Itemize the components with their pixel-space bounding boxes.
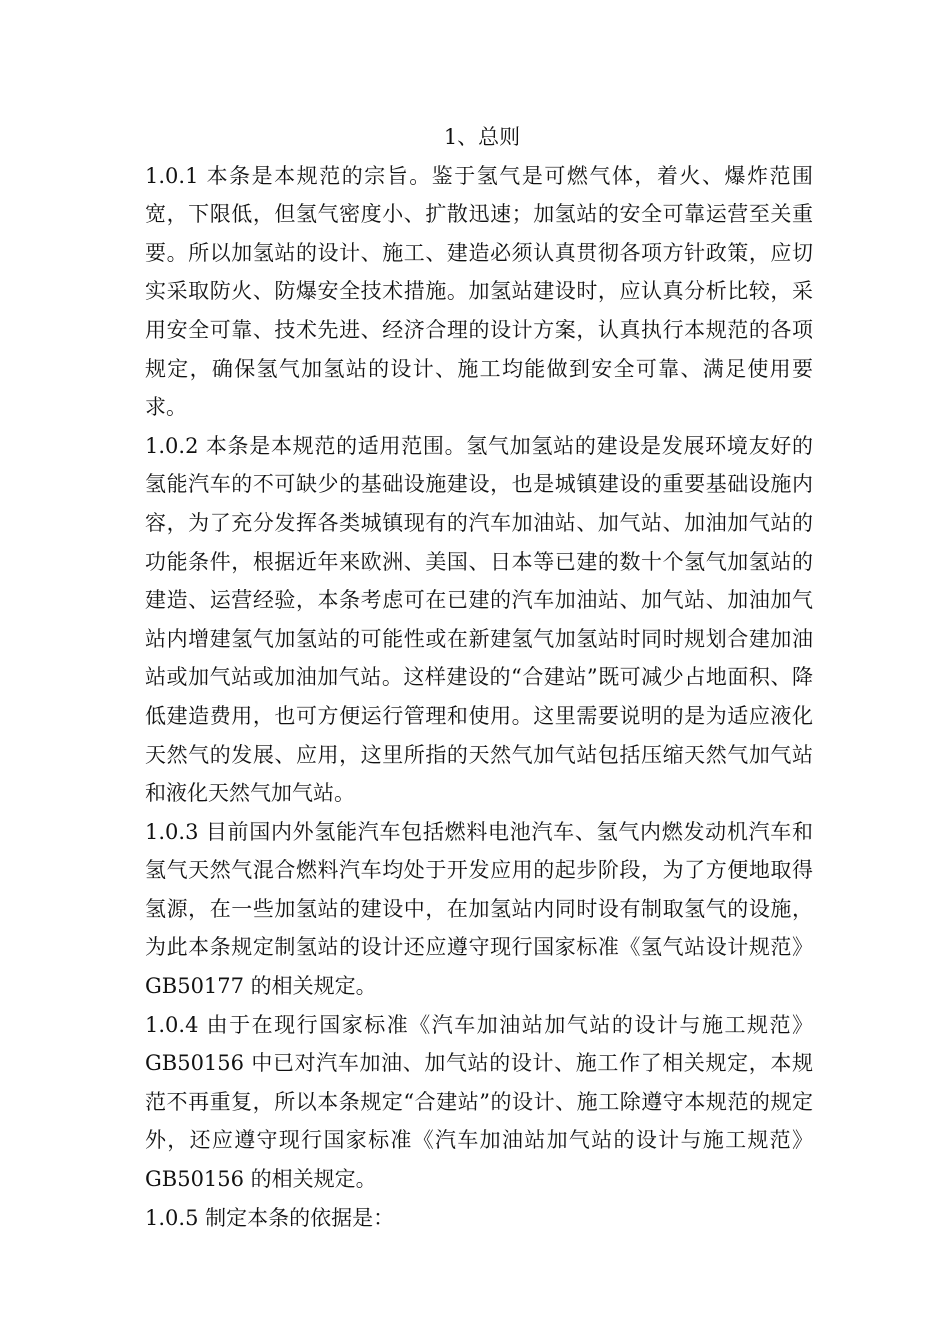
paragraph-1-0-4: 1.0.4 由于在现行国家标准《汽车加油站加气站的设计与施工规范》GB50156 中已对汽车加油、加气站的设计、施工作了相关规定，本规范不再重复，所以本条规定“合建站”的设计、施工除遵守本规范的规定外，还应遵守现行国家标准《汽车加油站加气站的设计与施工规范》GB50156 的相关规定。 [145,1012,813,1192]
paragraph-1-0-2: 1.0.2 本条是本规范的适用范围。氢气加氢站的建设是发展环境友好的氢能汽车的不可缺少的基础设施建设，也是城镇建设的重要基础设施内容，为了充分发挥各类城镇现有的汽车加油站、加气站、加油加气站的功能条件，根据近年来欧洲、美国、日本等已建的数十个氢气加氢站的建造、运营经验，本条考虑可在已建的汽车加油站、加气站、加油加气站内增建氢气加氢站的可能性或在新建氢气加氢站时同时规划合建加油站或加气站或加油加气站。这样建设的“合建站”既可减少占地面积、降低建造费用，也可方便运行管理和使用。这里需要说明的是为适应液化天然气的发展、应用，这里所指的天然气加气站包括压缩天然气加气站和液化天然气加气站。 [145,433,813,806]
section-title: 1、总则 [443,125,521,149]
document-body [145,118,813,1237]
paragraph-1-0-1: 1.0.1 本条是本规范的宗旨。鉴于氢气是可燃气体，着火、爆炸范围宽，下限低，但氢气密度小、扩散迅速；加氢站的安全可靠运营至关重要。所以加氢站的设计、施工、建造必须认真贯彻各项方针政策，应切实采取防火、防爆安全技术措施。加氢站建设时，应认真分析比较，采用安全可靠、技术先进、经济合理的设计方案，认真执行本规范的各项规定，确保氢气加氢站的设计、施工均能做到安全可靠、满足使用要求。 [145,163,813,420]
paragraph-1-0-3: 1.0.3 目前国内外氢能汽车包括燃料电池汽车、氢气内燃发动机汽车和氢气天然气混合燃料汽车均处于开发应用的起步阶段，为了方便地取得氢源，在一些加氢站的建设中，在加氢站内同时设有制取氢气的设施，为此本条规定制氢站的设计还应遵守现行国家标准《氢气站设计规范》GB50177 的相关规定。 [145,819,813,999]
paragraph-1-0-5: 1.0.5 制定本条的依据是： [145,1205,395,1230]
